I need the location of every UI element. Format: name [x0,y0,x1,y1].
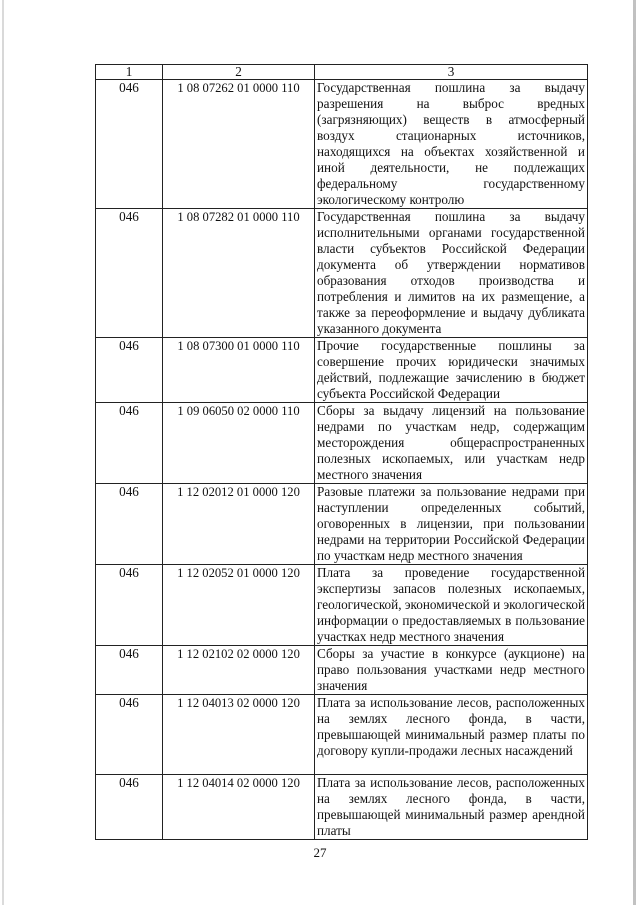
description-cell: Государственная пошлина за выдачу исполнительными органами государственной власти субъектов Российской Федерации документа об утверждении нормативов образования отходов производства и потребления и лимитов на их размещение, а также за переоформление и выдачу дубликата указанного документа [315,209,588,338]
description-cell: Прочие государственные пошлины за совершение прочих юридически значимых действий, подлежащие зачислению в бюджет субъекта Российской Федерации [315,338,588,403]
admin-code-cell: 046 [96,80,163,209]
description-cell: Плата за проведение государственной экспертизы запасов полезных ископаемых, геологической, экономической и экологической информации о предоставляемых в пользование участках недр местного значения [315,565,588,646]
column-header: 1 [96,65,163,80]
admin-code-cell: 046 [96,775,163,840]
kbk-code-cell: 1 12 02102 02 0000 120 [163,646,315,695]
column-header: 3 [315,65,588,80]
kbk-code-cell: 1 12 04014 02 0000 120 [163,775,315,840]
description-cell: Государственная пошлина за выдачу разрешения на выброс вредных (загрязняющих) веществ в атмосферный воздух стационарных источников, находящихся на объектах хозяйственной и иной деятельности, не подлежащих федеральному государственному экологическому контролю [315,80,588,209]
table-row [96,646,588,695]
description-cell: Плата за использование лесов, расположенных на землях лесного фонда, в части, превышающей минимальный размер платы по договору купли-продажи лесных насаждений [315,695,588,775]
kbk-code-cell: 1 08 07282 01 0000 110 [163,209,315,338]
kbk-code-cell: 1 09 06050 02 0000 110 [163,403,315,484]
admin-code-cell: 046 [96,403,163,484]
table-row [96,484,588,565]
revenue-codes-table [95,64,588,840]
description-cell: Разовые платежи за пользование недрами при наступлении определенных событий, оговоренных в лицензии, при пользовании недрами на территории Российской Федерации по участкам недр местного значения [315,484,588,565]
table-row [96,565,588,646]
admin-code-cell: 046 [96,338,163,403]
admin-code-cell: 046 [96,695,163,775]
admin-code-cell: 046 [96,209,163,338]
description-cell: Сборы за выдачу лицензий на пользование недрами по участкам недр, содержащим месторождения общераспространенных полезных ископаемых, или участкам недр местного значения [315,403,588,484]
admin-code-cell: 046 [96,565,163,646]
table-row [96,80,588,209]
scan-edge-right [633,0,636,905]
scan-edge-left [2,0,4,905]
table-row [96,338,588,403]
description-cell: Сборы за участие в конкурсе (аукционе) на право пользования участками недр местного значения [315,646,588,695]
page-number: 27 [313,845,327,860]
kbk-code-cell: 1 12 02052 01 0000 120 [163,565,315,646]
table-row [96,403,588,484]
kbk-code-cell: 1 08 07300 01 0000 110 [163,338,315,403]
admin-code-cell: 046 [96,646,163,695]
table-row [96,209,588,338]
table-header-row [96,65,588,80]
kbk-code-cell: 1 12 04013 02 0000 120 [163,695,315,775]
table-row [96,695,588,775]
admin-code-cell: 046 [96,484,163,565]
kbk-code-cell: 1 12 02012 01 0000 120 [163,484,315,565]
column-header: 2 [163,65,315,80]
description-cell: Плата за использование лесов, расположенных на землях лесного фонда, в части, превышающей минимальный размер арендной платы [315,775,588,840]
kbk-code-cell: 1 08 07262 01 0000 110 [163,80,315,209]
table-row [96,775,588,840]
